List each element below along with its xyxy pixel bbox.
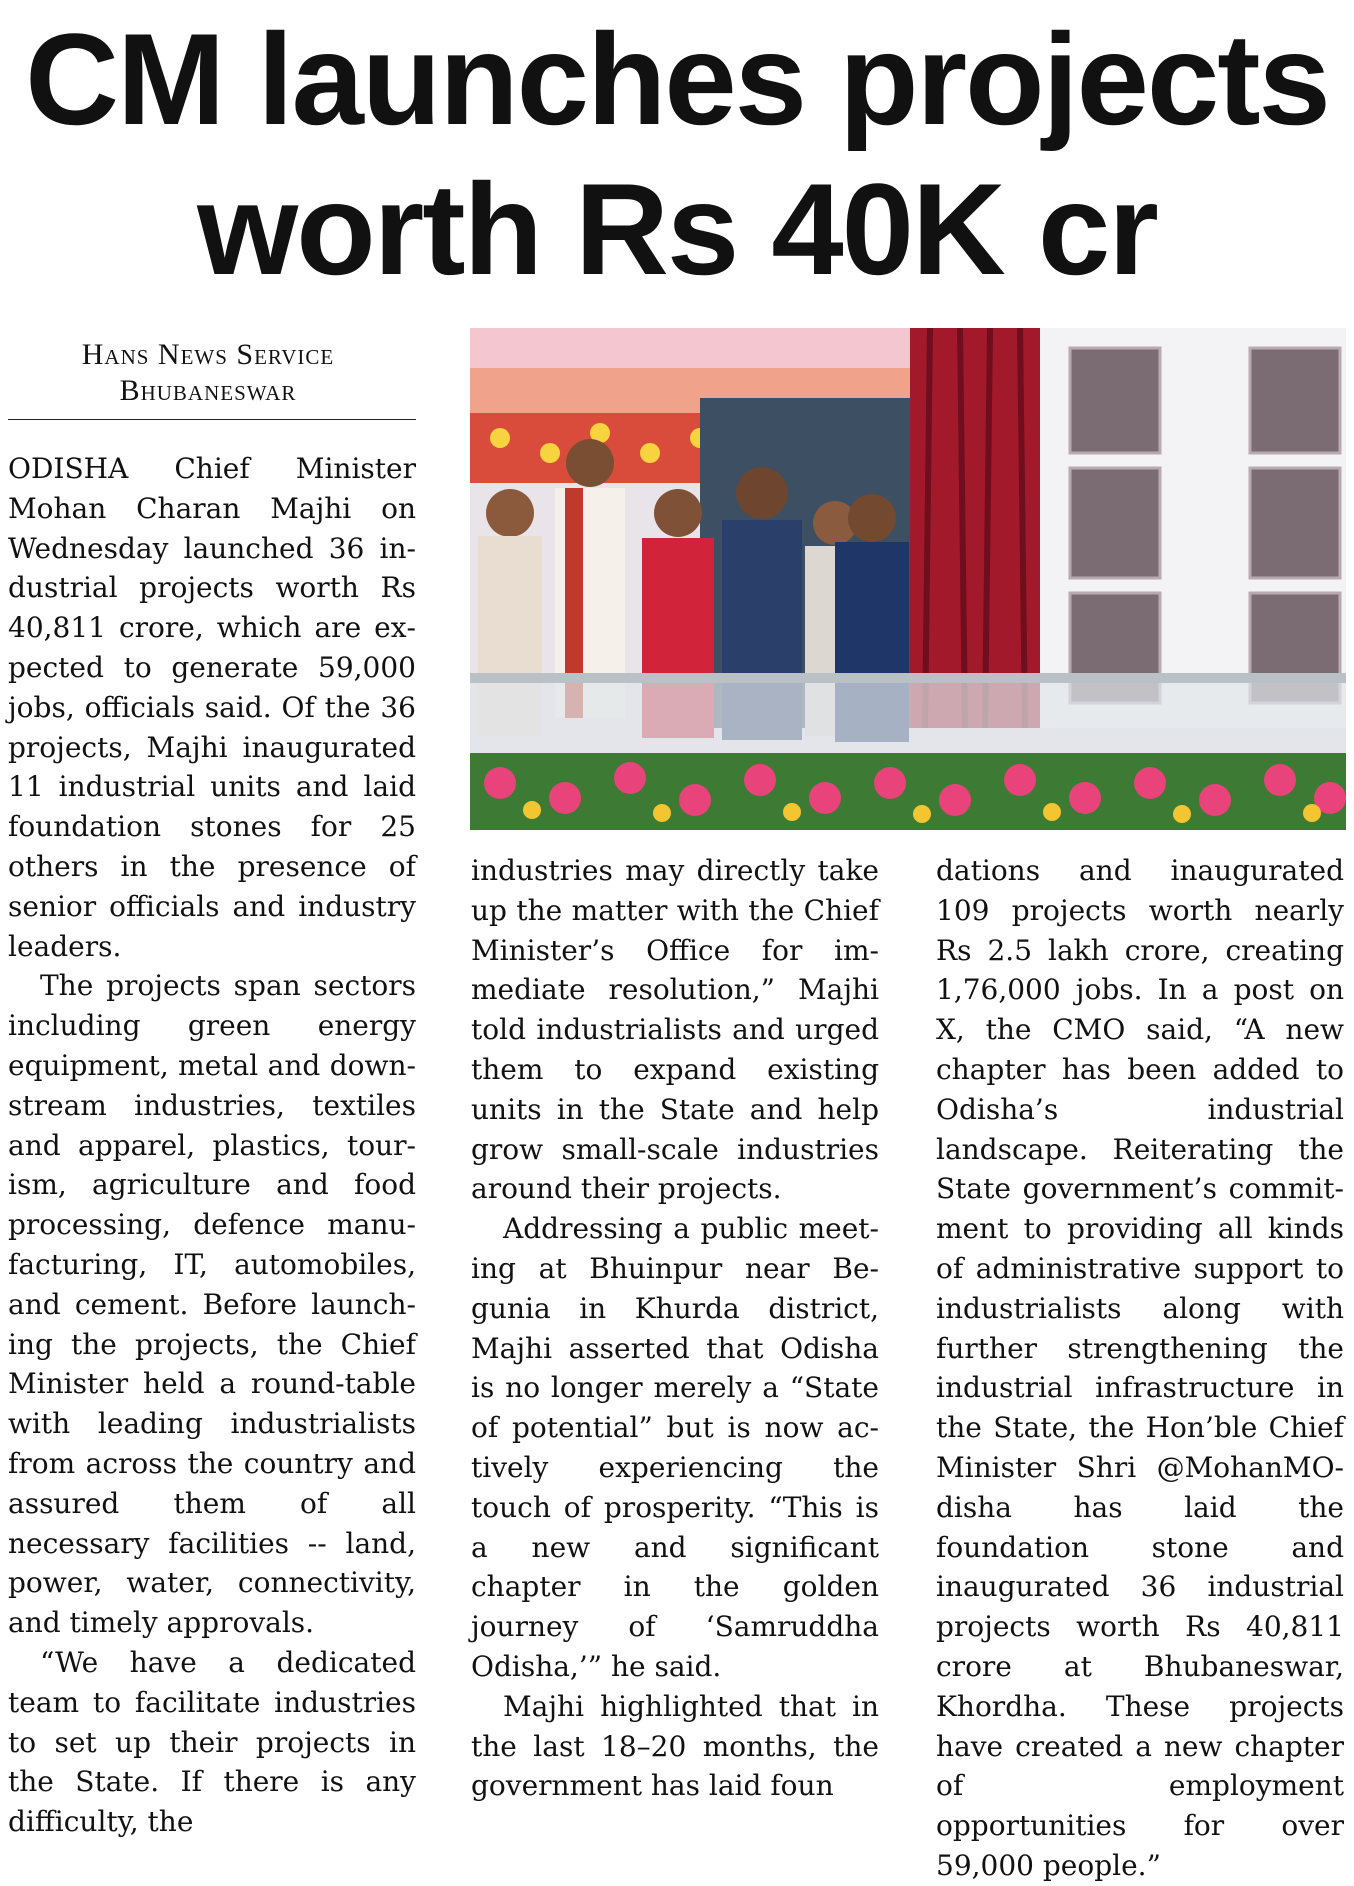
byline-divider bbox=[8, 419, 416, 420]
byline-dateline: Bhubaneswar bbox=[119, 374, 297, 407]
headline bbox=[0, 4, 1354, 304]
paragraph: “We have a dedicated team to facilitate industries to set up their projects in the State. If there is any difficulty, the bbox=[8, 1645, 416, 1839]
paragraph: The projects span sectors including green energy equipment, metal and downstream industries, textiles and apparel, plastics, tourism, agriculture and food processing, defence manufacturing, IT, automobiles, and cement. Before launching the projects, the Chief Minister held a round-table with leading industrialists from across the country and assured them of all necessary facilities -- land, power, water, connectivity, and timely approvals. bbox=[8, 969, 416, 1640]
headline-line-2: worth Rs 40K cr bbox=[197, 156, 1157, 302]
paragraph: dations and inaugurated 109 projects worth nearly Rs 2.5 lakh crore, creating 1,76,000 jobs. In a post on X, the CMO said, “A new chapter has been added to Odisha’s industrial landscape. Reiterating the State government’s commitment to providing all kinds of administrative support to industrialists along with further strengthening the industrial infrastructure in the State, the Hon’ble Chief Minister Shri @MohanMOdisha has laid the foundation stone and inaugurated 36 industrial projects worth Rs 40,811 crore at Bhubaneswar, Khordha. These projects have created a new chapter of employment opportunities for over 59,000 people.” bbox=[936, 854, 1344, 1882]
byline bbox=[8, 337, 408, 409]
paragraph: ODISHA Chief Minister Mohan Charan Majhi on Wednesday launched 36 industrial projects worth Rs 40,811 crore, which are expected to generate 59,000 jobs, officials said. Of the 36 projects, Majhi inaugurated 11 industrial units and laid foundation stones for 25 others in the presence of senior officials and industry leaders. bbox=[8, 452, 416, 963]
article-column-2 bbox=[471, 851, 879, 1806]
article-column-1 bbox=[8, 449, 416, 1842]
paragraph: Addressing a public meeting at Bhuinpur near Begunia in Khurda district, Majhi asserted that Odisha is no longer merely a “State of potential” but is now actively experiencing the touch of prosperity. “This is a new and significant chapter in the golden journey of ‘Samruddha Odisha,’” he said. bbox=[471, 1212, 879, 1683]
headline-line-1: CM launches projects bbox=[25, 6, 1329, 152]
byline-agency: Hans News Service bbox=[81, 338, 335, 371]
article-column-3 bbox=[936, 851, 1344, 1886]
paragraph: Majhi highlighted that in the last 18–20 months, the government has laid foun bbox=[471, 1689, 879, 1803]
photo-illustration bbox=[470, 328, 1346, 830]
ceremony-photo bbox=[470, 328, 1346, 830]
paragraph: industries may directly take up the matter with the Chief Minister’s Office for immediate resolution,” Majhi told industrialists and urged them to expand existing units in the State and help grow small-scale industries around their projects. bbox=[471, 854, 879, 1206]
